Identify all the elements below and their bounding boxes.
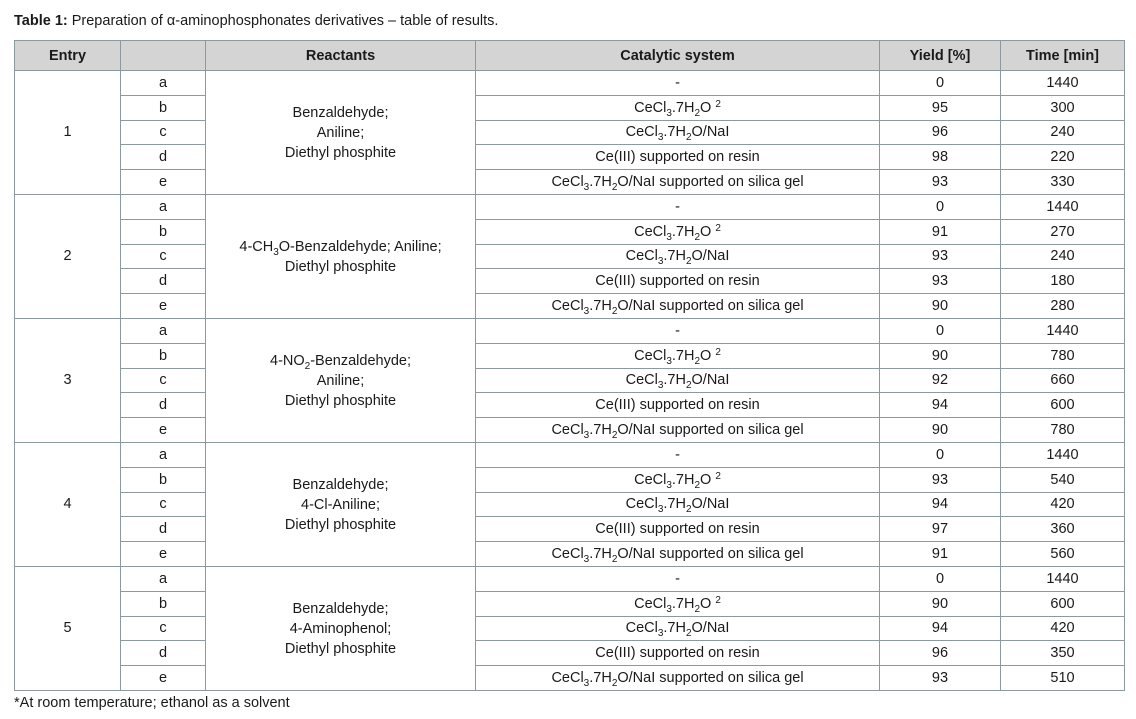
entry-cell: 1 — [15, 71, 121, 195]
reactants-cell: Benzaldehyde; Aniline; Diethyl phosphite — [206, 71, 476, 195]
catalytic-system-cell: - — [476, 71, 880, 96]
sub-entry-cell: a — [121, 566, 206, 591]
table-row — [15, 616, 1125, 641]
sub-entry-cell: e — [121, 666, 206, 691]
yield-cell: 94 — [880, 492, 1001, 517]
time-cell: 780 — [1001, 418, 1125, 443]
catalytic-system-cell: Ce(III) supported on resin — [476, 393, 880, 418]
sub-entry-cell: c — [121, 244, 206, 269]
time-cell: 1440 — [1001, 566, 1125, 591]
sub-entry-cell: e — [121, 170, 206, 195]
yield-cell: 91 — [880, 542, 1001, 567]
header-yield: Yield [%] — [880, 41, 1001, 71]
yield-cell: 96 — [880, 120, 1001, 145]
catalytic-system-cell: Ce(III) supported on resin — [476, 145, 880, 170]
sub-entry-cell: e — [121, 294, 206, 319]
entry-cell: 5 — [15, 566, 121, 690]
footnote: *At room temperature; ethanol as a solvent — [14, 695, 290, 711]
catalytic-system-cell: Ce(III) supported on resin — [476, 517, 880, 542]
time-cell: 600 — [1001, 393, 1125, 418]
catalytic-system-cell: $CeCl_3.7H_2O$ $^2$ — [476, 467, 880, 492]
time-cell: 220 — [1001, 145, 1125, 170]
yield-cell: 93 — [880, 244, 1001, 269]
yield-cell: 92 — [880, 368, 1001, 393]
catalytic-system-cell: $CeCl_3.7H_2O$/NaI supported on silica gel — [476, 542, 880, 567]
catalytic-system-cell: $CeCl_3.7H_2O$/NaI — [476, 368, 880, 393]
table-row — [15, 343, 1125, 368]
yield-cell: 97 — [880, 517, 1001, 542]
yield-cell: 90 — [880, 343, 1001, 368]
table-row — [15, 591, 1125, 616]
time-cell: 180 — [1001, 269, 1125, 294]
time-cell: 240 — [1001, 244, 1125, 269]
time-cell: 420 — [1001, 492, 1125, 517]
yield-cell: 96 — [880, 641, 1001, 666]
table-row — [15, 244, 1125, 269]
table-row — [15, 418, 1125, 443]
catalytic-system-cell: - — [476, 194, 880, 219]
table-row — [15, 219, 1125, 244]
catalytic-system-cell: $CeCl_3.7H_2O$/NaI supported on silica gel — [476, 666, 880, 691]
time-cell: 560 — [1001, 542, 1125, 567]
sub-entry-cell: e — [121, 542, 206, 567]
table-row — [15, 318, 1125, 343]
sub-entry-cell: a — [121, 318, 206, 343]
yield-cell: 90 — [880, 294, 1001, 319]
time-cell: 1440 — [1001, 318, 1125, 343]
time-cell: 540 — [1001, 467, 1125, 492]
table-body — [15, 71, 1125, 691]
yield-cell: 95 — [880, 95, 1001, 120]
catalytic-system-cell: - — [476, 442, 880, 467]
header-entry: Entry — [15, 41, 121, 71]
header-catalytic-system: Catalytic system — [476, 41, 880, 71]
yield-cell: 91 — [880, 219, 1001, 244]
catalytic-system-cell: $CeCl_3.7H_2O$/NaI — [476, 492, 880, 517]
table-row — [15, 294, 1125, 319]
table-row — [15, 269, 1125, 294]
catalytic-system-cell: $CeCl_3.7H_2O$/NaI — [476, 244, 880, 269]
sub-entry-cell: b — [121, 343, 206, 368]
time-cell: 330 — [1001, 170, 1125, 195]
sub-entry-cell: b — [121, 467, 206, 492]
table-row — [15, 442, 1125, 467]
time-cell: 280 — [1001, 294, 1125, 319]
catalytic-system-cell: $CeCl_3.7H_2O$ $^2$ — [476, 591, 880, 616]
catalytic-system-cell: Ce(III) supported on resin — [476, 641, 880, 666]
catalytic-system-cell: $CeCl_3.7H_2O$/NaI supported on silica gel — [476, 418, 880, 443]
table-row — [15, 641, 1125, 666]
catalytic-system-cell: $CeCl_3.7H_2O$/NaI supported on silica gel — [476, 170, 880, 195]
table-row — [15, 95, 1125, 120]
sub-entry-cell: d — [121, 393, 206, 418]
sub-entry-cell: c — [121, 120, 206, 145]
sub-entry-cell: d — [121, 145, 206, 170]
sub-entry-cell: e — [121, 418, 206, 443]
catalytic-system-cell: - — [476, 566, 880, 591]
table-row — [15, 368, 1125, 393]
time-cell: 660 — [1001, 368, 1125, 393]
time-cell: 1440 — [1001, 442, 1125, 467]
table-row — [15, 517, 1125, 542]
entry-cell: 3 — [15, 318, 121, 442]
sub-entry-cell: a — [121, 194, 206, 219]
table-row — [15, 666, 1125, 691]
sub-entry-cell: d — [121, 269, 206, 294]
yield-cell: 93 — [880, 666, 1001, 691]
sub-entry-cell: c — [121, 492, 206, 517]
yield-cell: 0 — [880, 318, 1001, 343]
sub-entry-cell: d — [121, 641, 206, 666]
table-row — [15, 71, 1125, 96]
time-cell: 510 — [1001, 666, 1125, 691]
header-reactants: Reactants — [206, 41, 476, 71]
table-row — [15, 566, 1125, 591]
results-table — [14, 40, 1125, 691]
catalytic-system-cell: - — [476, 318, 880, 343]
yield-cell: 0 — [880, 71, 1001, 96]
entry-cell: 2 — [15, 194, 121, 318]
sub-entry-cell: b — [121, 591, 206, 616]
sub-entry-cell: b — [121, 95, 206, 120]
time-cell: 1440 — [1001, 71, 1125, 96]
sub-entry-cell: c — [121, 368, 206, 393]
reactants-cell: $4-NO_2$-Benzaldehyde; Aniline; Diethyl phosphite — [206, 318, 476, 442]
yield-cell: 94 — [880, 616, 1001, 641]
time-cell: 350 — [1001, 641, 1125, 666]
table-row — [15, 120, 1125, 145]
sub-entry-cell: b — [121, 219, 206, 244]
time-cell: 360 — [1001, 517, 1125, 542]
catalytic-system-cell: $CeCl_3.7H_2O$/NaI — [476, 120, 880, 145]
time-cell: 420 — [1001, 616, 1125, 641]
yield-cell: 93 — [880, 467, 1001, 492]
sub-entry-cell: d — [121, 517, 206, 542]
catalytic-system-cell: $CeCl_3.7H_2O$ $^2$ — [476, 343, 880, 368]
caption-lead: Table 1: — [14, 13, 68, 29]
yield-cell: 90 — [880, 591, 1001, 616]
time-cell: 240 — [1001, 120, 1125, 145]
table-row — [15, 170, 1125, 195]
yield-cell: 0 — [880, 442, 1001, 467]
yield-cell: 93 — [880, 170, 1001, 195]
reactants-cell: Benzaldehyde; 4-Cl-Aniline; Diethyl phosphite — [206, 442, 476, 566]
yield-cell: 93 — [880, 269, 1001, 294]
caption-text: Preparation of α-aminophosphonates derivatives – table of results. — [67, 13, 499, 29]
entry-cell: 4 — [15, 442, 121, 566]
catalytic-system-cell: Ce(III) supported on resin — [476, 269, 880, 294]
table-row — [15, 542, 1125, 567]
header-row — [15, 41, 1125, 71]
yield-cell: 98 — [880, 145, 1001, 170]
time-cell: 300 — [1001, 95, 1125, 120]
table-caption — [14, 12, 498, 30]
sub-entry-cell: a — [121, 442, 206, 467]
table-row — [15, 492, 1125, 517]
yield-cell: 94 — [880, 393, 1001, 418]
table-row — [15, 467, 1125, 492]
table-row — [15, 194, 1125, 219]
catalytic-system-cell: $CeCl_3.7H_2O$ $^2$ — [476, 95, 880, 120]
catalytic-system-cell: $CeCl_3.7H_2O$/NaI — [476, 616, 880, 641]
catalytic-system-cell: $CeCl_3.7H_2O$ $^2$ — [476, 219, 880, 244]
time-cell: 270 — [1001, 219, 1125, 244]
table-row — [15, 145, 1125, 170]
yield-cell: 0 — [880, 566, 1001, 591]
table-row — [15, 393, 1125, 418]
reactants-cell: $4-CH_3O$-Benzaldehyde; Aniline; Diethyl phosphite — [206, 194, 476, 318]
header-time: Time [min] — [1001, 41, 1125, 71]
yield-cell: 90 — [880, 418, 1001, 443]
sub-entry-cell: c — [121, 616, 206, 641]
time-cell: 600 — [1001, 591, 1125, 616]
reactants-cell: Benzaldehyde; 4-Aminophenol; Diethyl phosphite — [206, 566, 476, 690]
catalytic-system-cell: $CeCl_3.7H_2O$/NaI supported on silica gel — [476, 294, 880, 319]
header-sub — [121, 41, 206, 71]
yield-cell: 0 — [880, 194, 1001, 219]
time-cell: 780 — [1001, 343, 1125, 368]
sub-entry-cell: a — [121, 71, 206, 96]
time-cell: 1440 — [1001, 194, 1125, 219]
